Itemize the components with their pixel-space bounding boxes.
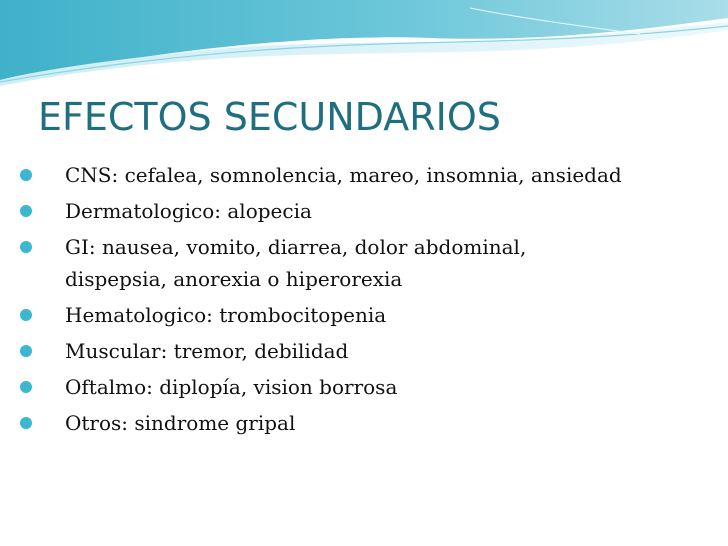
list-item bbox=[20, 193, 710, 229]
list-item-text: Hematologico: trombocitopenia bbox=[65, 303, 387, 327]
bullet-icon bbox=[20, 309, 32, 321]
list-item bbox=[20, 297, 710, 333]
bullet-icon bbox=[20, 417, 32, 429]
list-item bbox=[20, 333, 710, 369]
list-item bbox=[20, 229, 710, 297]
list-item-text: CNS: cefalea, somnolencia, mareo, insomnia, ansiedad bbox=[65, 163, 622, 187]
list-item-text: Muscular: tremor, debilidad bbox=[65, 339, 349, 363]
page-title: EFECTOS SECUNDARIOS bbox=[38, 95, 501, 139]
list-item-text: Otros: sindrome gripal bbox=[65, 411, 296, 435]
list-item-text: GI: nausea, vomito, diarrea, dolor abdominal, dispepsia, anorexia o hiperorexia bbox=[65, 235, 527, 291]
header-wave-decoration bbox=[0, 0, 728, 90]
bullet-list bbox=[20, 157, 710, 441]
list-item bbox=[20, 369, 710, 405]
list-item-text: Oftalmo: diplopía, vision borrosa bbox=[65, 375, 398, 399]
list-item bbox=[20, 157, 710, 193]
bullet-icon bbox=[20, 241, 32, 253]
list-item bbox=[20, 405, 710, 441]
bullet-icon bbox=[20, 381, 32, 393]
bullet-icon bbox=[20, 205, 32, 217]
bullet-icon bbox=[20, 169, 32, 181]
bullet-icon bbox=[20, 345, 32, 357]
list-item-text: Dermatologico: alopecia bbox=[65, 199, 312, 223]
